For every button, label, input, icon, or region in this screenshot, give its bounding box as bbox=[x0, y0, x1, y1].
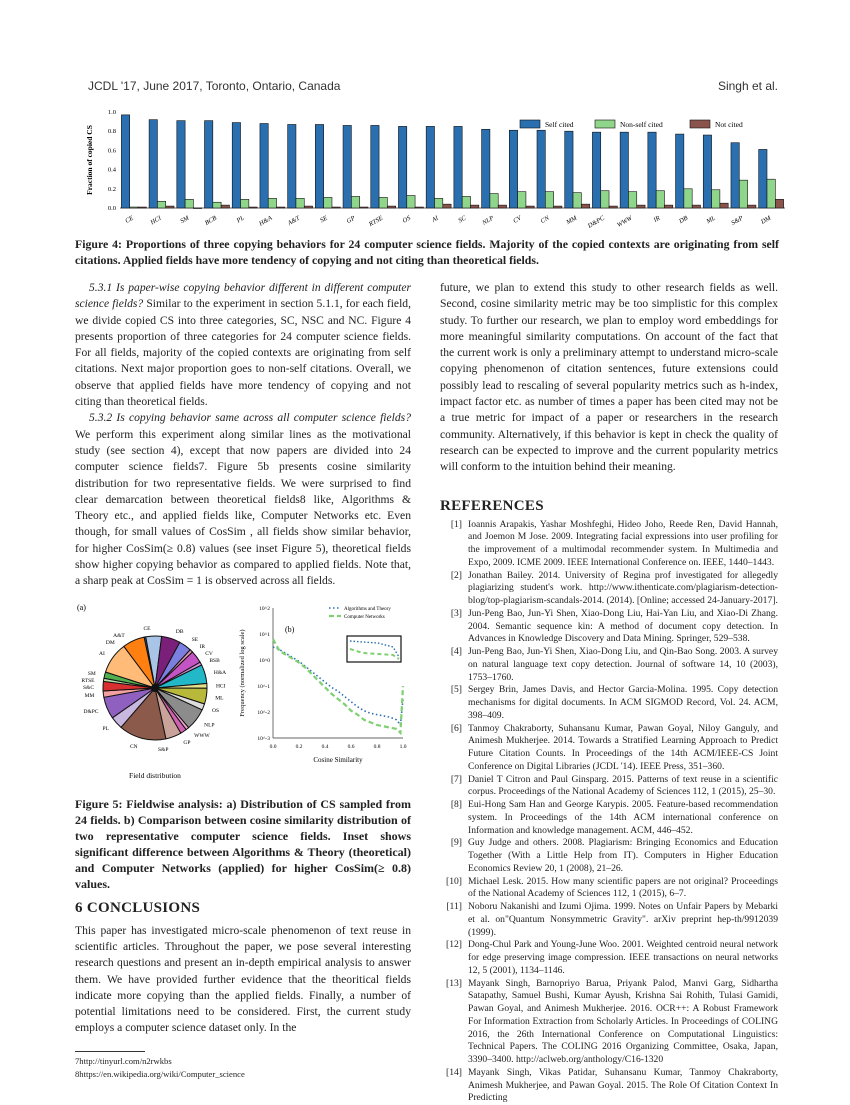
x-tick-label: D&PC bbox=[586, 214, 606, 230]
x-tick-label: SE bbox=[319, 214, 329, 225]
pie-slice-label: A&T bbox=[113, 632, 125, 639]
reference-text: Eui-Hong Sam Han and George Karypis. 2005. Feature-based recommendation system. In Proceedings of the 14th ACM international conference on Information and knowledge management. ACM, 446–452. bbox=[468, 799, 778, 836]
bar-not-cited bbox=[748, 205, 756, 208]
bar-self-cited bbox=[371, 125, 379, 208]
bar-non-self-cited bbox=[130, 207, 138, 208]
x-tick-label: H&A bbox=[258, 214, 274, 228]
y-tick-label: 10^-1 bbox=[257, 683, 270, 690]
reference-number: [8] bbox=[450, 799, 462, 811]
footnote-rule bbox=[75, 1051, 145, 1052]
legend-swatch bbox=[520, 120, 540, 128]
bar-not-cited bbox=[166, 206, 174, 208]
figure-5 bbox=[75, 598, 411, 790]
bar-self-cited bbox=[537, 130, 545, 208]
bar-non-self-cited bbox=[351, 196, 359, 208]
reference-number: [14] bbox=[446, 1066, 462, 1078]
reference-number: [7] bbox=[450, 773, 462, 785]
section-5-3-1 bbox=[75, 280, 411, 410]
footnote-7: 7http://tinyurl.com/n2rwkbs bbox=[75, 1055, 172, 1066]
reference-number: [10] bbox=[446, 875, 462, 887]
right-column bbox=[440, 280, 778, 1105]
reference-number: [2] bbox=[450, 569, 462, 581]
bar-not-cited bbox=[664, 205, 672, 208]
bar-not-cited bbox=[360, 207, 368, 208]
bar-non-self-cited bbox=[434, 198, 442, 208]
bar-non-self-cited bbox=[268, 198, 276, 208]
conclusions-continued: future, we plan to extend this study to other research fields as well. Second, cosine similarity metric may be too simplistic for this complex study. To further our research, we plan to employ word embeddings for more meaningful similarity computations. On account of the fact that the current work is only a preliminary attempt to understand micro-scale copying phenomenon of citation sentences, future extensions could possibly lead to rescaling of several popularity metrics such as h-index, impact factor etc. as number of times a paper has been cited may not be a true metric for impact of a paper or researchers in the research community. Alternatively, if this behavior is kept in check the quality of research can be expected to improve and the current popularity metrics will conform to the intuition behind their meaning. bbox=[440, 281, 778, 474]
reference-text: Mayank Singh, Vikas Patidar, Suhansanu Kumar, Tanmoy Chakraborty, Animesh Mukherjee, and Pawan Goyal. 2015. The Role Of Citation Context In Predicting bbox=[468, 1066, 778, 1104]
bar-not-cited bbox=[720, 203, 728, 208]
x-tick-label: IR bbox=[652, 214, 662, 224]
x-tick-label: OS bbox=[401, 214, 412, 225]
reference-number: [9] bbox=[450, 837, 462, 849]
bar-non-self-cited bbox=[157, 201, 165, 208]
bar-non-self-cited bbox=[601, 191, 609, 208]
pie-slice-label: S&P bbox=[158, 746, 169, 753]
bar-self-cited bbox=[260, 124, 268, 208]
bar-not-cited bbox=[415, 207, 423, 208]
bar-non-self-cited bbox=[296, 198, 304, 208]
reference-item bbox=[440, 901, 778, 939]
figure-4-caption: Figure 4: Proportions of three copying behaviors for 24 computer science fields. Majority of the copied contexts are originating from self citations. Applied fields have more tendency of copying and not citing than theoretical fields. bbox=[75, 237, 779, 267]
bar-non-self-cited bbox=[185, 199, 193, 208]
pie-slice-label: RTSE bbox=[81, 677, 95, 684]
reference-item bbox=[440, 608, 778, 646]
reference-item bbox=[440, 723, 778, 774]
bar-self-cited bbox=[676, 134, 684, 208]
conclusions-body bbox=[75, 923, 411, 1037]
running-header-venue: JCDL '17, June 2017, Toronto, Ontario, Canada bbox=[88, 79, 341, 93]
pie-slice-label: CN bbox=[129, 743, 138, 750]
x-tick-label: HCI bbox=[149, 214, 163, 227]
bar-self-cited bbox=[121, 115, 129, 208]
bar-self-cited bbox=[426, 126, 434, 208]
bar-not-cited bbox=[637, 205, 645, 208]
legend-label: Non-self cited bbox=[620, 120, 663, 129]
bar-self-cited bbox=[398, 126, 406, 208]
pie-slice-label: DM bbox=[105, 639, 115, 646]
reference-number: [3] bbox=[450, 607, 462, 619]
bar-self-cited bbox=[509, 130, 517, 208]
bar-self-cited bbox=[565, 131, 573, 208]
x-tick-label: CE bbox=[124, 214, 135, 225]
reference-text: Dong-Chul Park and Young-June Woo. 2001. Weighted centroid neural network for edge preserving image compression. IEEE transactions on neural networks 12, 5 (2001), 1134–1146. bbox=[468, 939, 778, 976]
bar-non-self-cited bbox=[462, 196, 470, 208]
section-5-3-2-title: 5.3.2 Is copying behavior same across all computer science fields? bbox=[89, 411, 411, 425]
bar-not-cited bbox=[692, 205, 700, 208]
x-tick-label: 0.2 bbox=[295, 743, 303, 750]
conclusions-text: This paper has investigated micro-scale phenomenon of text reuse in scientific articles. Throughout the paper, we pose several interesting research questions and present an in-depth empirical analysis to answer them. We have provided further evidence that the theoritical fields indicate more copying than the applied fields. Finally, a number of potential limitations need to be considered. First, the current study employs a computer science dataset only. In the bbox=[75, 923, 411, 1035]
bar-self-cited bbox=[149, 120, 157, 208]
pie-slice-label: PL bbox=[102, 725, 109, 732]
pie-slice-label: IR bbox=[199, 643, 206, 650]
x-tick-label: MM bbox=[565, 214, 579, 227]
bar-not-cited bbox=[304, 206, 312, 208]
bar-non-self-cited bbox=[407, 196, 415, 208]
bar-non-self-cited bbox=[490, 194, 498, 208]
bar-self-cited bbox=[703, 135, 711, 208]
bar-not-cited bbox=[443, 204, 451, 208]
bar-non-self-cited bbox=[518, 192, 526, 208]
bar-not-cited bbox=[581, 204, 589, 208]
x-tick-label: DM bbox=[759, 214, 773, 226]
bar-not-cited bbox=[775, 199, 783, 208]
x-tick-label: RTSE bbox=[367, 214, 385, 229]
x-tick-label: 0.6 bbox=[347, 743, 355, 750]
reference-text: Ioannis Arapakis, Yashar Moshfeghi, Hideo Joho, Reede Ren, David Hannah, and Joemon M Jose. 2009. Integrating facial expressions into user profiling for the improvement of a multimodal recommender system. In Multimedia and Expo, 2009. ICME 2009. IEEE International Conference on. IEEE, 1440–1443. bbox=[468, 518, 778, 568]
legend-label: Self cited bbox=[545, 120, 574, 129]
bar-not-cited bbox=[221, 205, 229, 208]
references-heading: REFERENCES bbox=[440, 497, 544, 514]
pie-slice-label: BSB bbox=[209, 657, 220, 664]
bar-self-cited bbox=[315, 124, 323, 208]
reference-number: [13] bbox=[446, 977, 462, 989]
reference-item bbox=[440, 646, 778, 684]
x-tick-label: PL bbox=[235, 214, 246, 225]
bar-self-cited bbox=[205, 121, 213, 208]
x-tick-label: 0.0 bbox=[269, 743, 277, 750]
x-tick-label: WWW bbox=[616, 214, 634, 229]
pie-slice-label: ML bbox=[215, 695, 224, 702]
pie-slice-label: MM bbox=[84, 692, 95, 699]
conclusions-heading: 6 CONCLUSIONS bbox=[75, 899, 201, 916]
figure-5a-pie-chart bbox=[75, 598, 235, 788]
bar-self-cited bbox=[232, 123, 240, 208]
bar-non-self-cited bbox=[656, 191, 664, 208]
figure-5b-line-chart bbox=[237, 598, 411, 790]
bar-self-cited bbox=[731, 143, 739, 208]
references-list bbox=[440, 519, 778, 1105]
bar-not-cited bbox=[249, 207, 257, 208]
bar-non-self-cited bbox=[684, 189, 692, 208]
pie-slice-label: DB bbox=[175, 628, 184, 635]
bar-self-cited bbox=[648, 132, 656, 208]
reference-item bbox=[440, 837, 778, 875]
bar-not-cited bbox=[498, 205, 506, 208]
reference-item bbox=[440, 519, 778, 570]
x-tick-label: ML bbox=[705, 214, 717, 226]
reference-item bbox=[440, 978, 778, 1067]
pie-center bbox=[151, 684, 159, 692]
reference-text: Noboru Nakanishi and Izumi Ojima. 1999. Notes on Unfair Papers by Mebarki et al. on"Quantum Nonsymmetric Gravity". arXiv preprint hep-th/9912039 (1999). bbox=[468, 901, 778, 938]
figure-4-bar-chart bbox=[80, 100, 790, 235]
y-axis-label: Frequency (normalized log scale) bbox=[239, 629, 246, 717]
bar-non-self-cited bbox=[545, 192, 553, 208]
left-column-text bbox=[75, 280, 411, 590]
footnote-8: 8https://en.wikipedia.org/wiki/Computer_science bbox=[75, 1068, 245, 1079]
legend-label: Algorithms and Theory bbox=[344, 606, 391, 612]
bar-non-self-cited bbox=[712, 190, 720, 208]
y-tick-label: 10^0 bbox=[259, 657, 270, 664]
bar-not-cited bbox=[609, 206, 617, 208]
bar-non-self-cited bbox=[379, 197, 387, 208]
pie-slice-label: CV bbox=[205, 650, 213, 657]
bar-not-cited bbox=[138, 207, 146, 208]
pie-slice-label: CE bbox=[143, 625, 151, 632]
reference-item bbox=[440, 684, 778, 722]
section-5-3-1-title: 5.3.1 Is paper-wise copying behavior different in different computer science fields? bbox=[75, 281, 411, 311]
y-tick-label: 1.0 bbox=[107, 109, 116, 116]
pie-slice-label: HCI bbox=[215, 683, 226, 690]
bar-self-cited bbox=[759, 149, 767, 208]
bar-self-cited bbox=[288, 124, 296, 208]
y-tick-label: 0.0 bbox=[107, 205, 116, 212]
pie-slice-label: H&A bbox=[213, 669, 227, 676]
x-tick-label: NLP bbox=[481, 214, 496, 227]
x-tick-label: DB bbox=[678, 214, 690, 226]
x-tick-label: CN bbox=[539, 214, 551, 226]
x-axis-label: Cosine Similarity bbox=[313, 755, 363, 764]
x-tick-label: BCB bbox=[203, 214, 218, 227]
bar-not-cited bbox=[193, 208, 201, 209]
section-5-3-2-body: We perform this experiment along similar lines as the motivational study (see section 4), except that now papers are divided into 24 computer science fields7. Figure 5b presents cosine similarity distribution for two representative fields. We were surprised to find clear demarcation between theoretical fields8 like, Algorithms & Theory etc., and applied fields like, Computer Networks etc. Even though, for small values of CosSim , all fields show similar behavior, for higher CosSim(≥ 0.8) values (see inset Figure 5), theoretical fields show higher copying behavior as compared to applied fields. Note that, a sharp peak at CosSim = 1 is observed across all fields. bbox=[75, 427, 411, 588]
x-tick-label: 0.4 bbox=[321, 743, 329, 750]
reference-text: Sergey Brin, James Davis, and Hector Garcia-Molina. 1995. Copy detection mechanisms for digital documents. In ACM SIGMOD Record, Vol. 24. ACM, 398–409. bbox=[468, 684, 778, 721]
reference-item bbox=[440, 774, 778, 800]
bar-self-cited bbox=[620, 132, 628, 208]
reference-text: Mayank Singh, Barnopriyo Barua, Priyank Palod, Manvi Garg, Sidhartha Satapathy, Samuel Bushi, Kumar Ayush, Krishna Sai Rohith, Tulasi Gamidi, Pawan Goyal, and Animesh Mukherjee. 2016. OCR++: A Robust Framework For Information Extraction from Scholarly Articles. In Proceedings of COLING 2016, the 26th International Conference on Computational Linguistics: Technical Papers. The COLING 2016 Organizing Committee, Osaka, Japan, 3390–3400. http://aclweb.org/anthology/C16-1320 bbox=[468, 977, 778, 1066]
legend-label: Not cited bbox=[715, 120, 743, 129]
right-column-text bbox=[440, 280, 778, 476]
y-tick-label: 0.6 bbox=[107, 147, 116, 155]
bar-not-cited bbox=[554, 206, 562, 208]
reference-text: Tanmoy Chakraborty, Suhansanu Kumar, Pawan Goyal, Niloy Ganguly, and Animesh Mukherjee. 2014. Towards a Stratified Learning Approach to Predict Future Citation Counts. In Proceedings of the 14th ACM/IEEE-CS Joint Conference on Digital Libraries (JCDL '14). IEEE Press, 351–360. bbox=[468, 722, 778, 772]
panel-label: (b) bbox=[285, 624, 295, 634]
bar-self-cited bbox=[454, 126, 462, 208]
bar-not-cited bbox=[471, 205, 479, 208]
y-tick-label: 10^1 bbox=[259, 631, 270, 638]
reference-text: Daniel T Citron and Paul Ginsparg. 2015. Patterns of text reuse in a scientific corpus. Proceedings of the National Academy of Sciences 112, 1 (2015), 25–30. bbox=[468, 773, 778, 798]
reference-item bbox=[440, 1067, 778, 1105]
reference-text: Guy Judge and others. 2008. Plagiarism: Bringing Economics and Education Together (With a Little Help from IT). Computers in Higher Education Economics Review 20, 1 (2008), 21–26. bbox=[468, 837, 778, 874]
pie-title: Field distribution bbox=[129, 770, 181, 780]
x-tick-label: S&P bbox=[730, 214, 745, 227]
reference-text: Jun-Peng Bao, Jun-Yi Shen, Xiao-Dong Liu, and Qin-Bao Song. 2003. A survey on natural language text copy detection. Journal of software 14, 10 (2003), 1753–1760. bbox=[468, 646, 778, 683]
x-tick-label: 0.8 bbox=[373, 743, 381, 750]
left-column bbox=[75, 280, 411, 1081]
pie-slice-label: SE bbox=[191, 636, 199, 643]
bar-self-cited bbox=[592, 132, 600, 208]
section-5-3-2 bbox=[75, 410, 411, 589]
section-5-3-1-body: Similar to the experiment in section 5.1.1, for each field, we divide copied CS into three categories, SC, NSC and NC. Figure 4 presents proportion of three categories for 24 computer science fields. For all fields, majority of the copied contexts are originating from self citations. Next major proportion goes to non-self citations. Overall, we observe that applied fields have more tendency of copying and not citing than theoretical fields. bbox=[75, 297, 411, 409]
bar-non-self-cited bbox=[739, 180, 747, 208]
pie-slice-label: GP bbox=[183, 739, 191, 746]
x-tick-label: AI bbox=[430, 214, 440, 224]
pie-slice-label: AI bbox=[99, 650, 105, 657]
reference-number: [11] bbox=[446, 901, 462, 913]
reference-number: [6] bbox=[450, 722, 462, 734]
bar-not-cited bbox=[387, 206, 395, 208]
reference-item bbox=[440, 799, 778, 837]
y-tick-label: 10^-2 bbox=[257, 709, 270, 716]
pie-slice-label: OS bbox=[211, 707, 220, 714]
bar-not-cited bbox=[277, 207, 285, 208]
pie-slice-label: S&C bbox=[82, 684, 95, 691]
reference-number: [4] bbox=[450, 646, 462, 658]
reference-text: Michael Lesk. 2015. How many scientific papers are not original? Proceedings of the National Academy of Sciences 112, 1 (2015), 6–7. bbox=[468, 875, 778, 900]
bar-self-cited bbox=[343, 125, 351, 208]
reference-item bbox=[440, 876, 778, 902]
reference-item bbox=[440, 570, 778, 608]
bar-non-self-cited bbox=[324, 197, 332, 208]
legend-swatch bbox=[690, 120, 710, 128]
legend-swatch bbox=[595, 120, 615, 128]
pie-slice-label: D&PC bbox=[83, 708, 99, 715]
legend-label: Computer Networks bbox=[344, 614, 385, 620]
reference-item bbox=[440, 939, 778, 977]
y-tick-label: 0.2 bbox=[107, 185, 116, 193]
y-tick-label: 10^2 bbox=[259, 605, 270, 612]
figure-5-caption: Figure 5: Fieldwise analysis: a) Distribution of CS sampled from 24 fields. b) Comparison between cosine similarity distribution of two representative computer science fields. Inset shows significant difference between Algorithms & Theory (theoretical) and Computer Networks (applied) for higher CosSim(≥ 0.8) values. bbox=[75, 796, 411, 891]
y-axis-label: Fraction of copied CS bbox=[85, 125, 94, 195]
pie-slice-label: WWW bbox=[194, 732, 210, 739]
y-tick-label: 10^-3 bbox=[257, 735, 270, 742]
bar-non-self-cited bbox=[767, 179, 775, 208]
inset-box bbox=[347, 636, 401, 662]
x-tick-label: SC bbox=[457, 214, 468, 225]
pie-slice-label: NLP bbox=[204, 722, 215, 729]
pie-slice-label: SM bbox=[87, 670, 96, 677]
bar-self-cited bbox=[482, 129, 490, 208]
bar-non-self-cited bbox=[628, 192, 636, 208]
reference-text: Jonathan Bailey. 2014. University of Regina prof investigated for allegedly plagiarizing student's work. http://www.ithenticate.com/plagiarism-detection-blog/top-plagiarism-scandals-2014. (2014). [Online; accessed 24-January-2017]. bbox=[468, 569, 778, 607]
reference-number: [5] bbox=[450, 684, 462, 696]
bar-not-cited bbox=[526, 206, 534, 208]
y-tick-label: 0.8 bbox=[107, 128, 116, 136]
x-tick-label: GP bbox=[345, 214, 357, 226]
reference-number: [1] bbox=[450, 518, 462, 530]
bar-not-cited bbox=[332, 207, 340, 208]
bar-non-self-cited bbox=[241, 199, 249, 208]
bar-non-self-cited bbox=[213, 202, 221, 208]
reference-text: Jun-Peng Bao, Jun-Yi Shen, Xiao-Dong Liu, Hai-Yan Liu, and Xiao-Di Zhang. 2004. Semantic sequence kin: A method of document copy detection. In Advances in Knowledge Discovery and Data Mining. Springer, 529–538. bbox=[468, 607, 778, 645]
bar-non-self-cited bbox=[573, 193, 581, 208]
panel-label: (a) bbox=[77, 602, 86, 612]
running-header-authors: Singh et al. bbox=[717, 79, 778, 93]
x-tick-label: SM bbox=[179, 214, 191, 226]
bar-self-cited bbox=[177, 121, 185, 208]
y-tick-label: 0.4 bbox=[107, 166, 116, 174]
x-tick-label: A&T bbox=[286, 214, 302, 228]
x-tick-label: 1.0 bbox=[399, 743, 407, 750]
x-tick-label: CV bbox=[512, 214, 523, 225]
reference-number: [12] bbox=[446, 939, 462, 951]
